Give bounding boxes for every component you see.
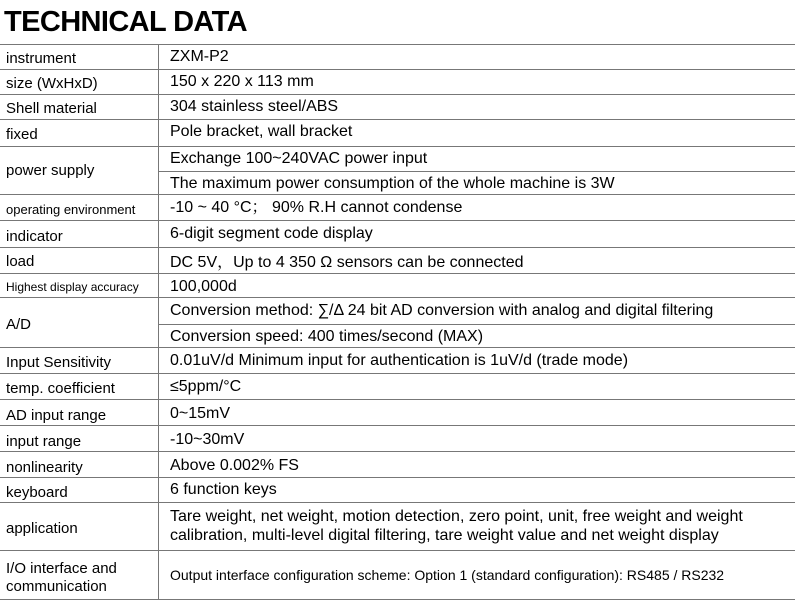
- row-label: indicator: [6, 228, 63, 245]
- row-label: Shell material: [6, 100, 97, 117]
- column-divider: [158, 45, 159, 70]
- row-value: Exchange 100~240VAC power input: [170, 150, 428, 167]
- column-divider: [158, 374, 159, 400]
- table-row: [0, 194, 795, 221]
- row-value: 6 function keys: [170, 481, 277, 498]
- row-label: power supply: [6, 162, 95, 179]
- table-row: [0, 425, 795, 452]
- row-label: AD input range: [6, 407, 107, 424]
- row-value: ≤5ppm/°C: [170, 378, 242, 395]
- row-label: I/O interface and communication: [6, 560, 117, 595]
- row-value: ZXM-P2: [170, 48, 229, 65]
- row-label: operating environment: [6, 202, 136, 217]
- column-divider: [158, 95, 159, 120]
- row-subdivider: [158, 324, 795, 325]
- column-divider: [158, 348, 159, 374]
- table-row: [0, 297, 795, 348]
- row-value: 6-digit segment code display: [170, 225, 373, 242]
- table-row: [0, 247, 795, 274]
- table-row: [0, 399, 795, 426]
- row-label: Highest display accuracy: [6, 280, 139, 294]
- table-row: [0, 94, 795, 120]
- table-row: [0, 550, 795, 600]
- row-label: keyboard: [6, 484, 68, 501]
- row-label: load: [6, 253, 35, 270]
- column-divider: [158, 248, 159, 274]
- page-title: TECHNICAL DATA: [4, 6, 247, 38]
- row-value: 100,000d: [170, 278, 237, 295]
- column-divider: [158, 120, 159, 147]
- table-row: [0, 373, 795, 400]
- row-label: fixed: [6, 126, 38, 143]
- row-value: Pole bracket, wall bracket: [170, 123, 353, 140]
- row-value: The maximum power consumption of the whole machine is 3W: [170, 175, 615, 192]
- row-label: Input Sensitivity: [6, 354, 112, 371]
- column-divider: [158, 298, 159, 348]
- column-divider: [158, 426, 159, 452]
- row-value: DC 5V，Up to 4 350 Ω sensors can be connected: [170, 254, 524, 271]
- row-label: input range: [6, 433, 82, 450]
- column-divider: [158, 503, 159, 551]
- table-row: [0, 119, 795, 147]
- row-label: instrument: [6, 50, 77, 67]
- table-row: [0, 146, 795, 195]
- table-row: [0, 451, 795, 478]
- row-value: 304 stainless steel/ABS: [170, 98, 339, 115]
- column-divider: [158, 274, 159, 298]
- row-label: A/D: [6, 316, 32, 333]
- column-divider: [158, 452, 159, 478]
- column-divider: [158, 551, 159, 599]
- table-row: [0, 502, 795, 551]
- row-value: Conversion speed: 400 times/second (MAX): [170, 328, 484, 345]
- row-value: 0.01uV/d Minimum input for authentication is 1uV/d (trade mode): [170, 352, 629, 369]
- column-divider: [158, 400, 159, 426]
- table-row: [0, 69, 795, 95]
- row-value: Above 0.002% FS: [170, 457, 299, 474]
- table-row: [0, 44, 795, 70]
- row-value: Conversion method: ∑/Δ 24 bit AD conversion with analog and digital filtering: [170, 302, 714, 319]
- row-value: Tare weight, net weight, motion detection, zero point, unit, free weight and weight calibration, multi-level digital filtering, tare weight value and net weight display: [170, 508, 743, 544]
- row-label: nonlinearity: [6, 459, 83, 476]
- table-row: [0, 273, 795, 298]
- row-label: temp. coefficient: [6, 380, 115, 397]
- column-divider: [158, 195, 159, 221]
- row-value: 0~15mV: [170, 405, 231, 422]
- row-value: 150 x 220 x 113 mm: [170, 73, 314, 90]
- column-divider: [158, 478, 159, 503]
- row-label: application: [6, 520, 78, 537]
- column-divider: [158, 70, 159, 95]
- column-divider: [158, 221, 159, 248]
- table-row: [0, 347, 795, 374]
- row-value: Output interface configuration scheme: Option 1 (standard configuration): RS485 / RS232: [170, 567, 725, 583]
- row-subdivider: [158, 171, 795, 172]
- table-row: [0, 477, 795, 503]
- row-value: -10~30mV: [170, 431, 245, 448]
- row-label: size (WxHxD): [6, 75, 98, 92]
- row-value: -10 ~ 40 °C； 90% R.H cannot condense: [170, 199, 463, 216]
- table-row: [0, 220, 795, 248]
